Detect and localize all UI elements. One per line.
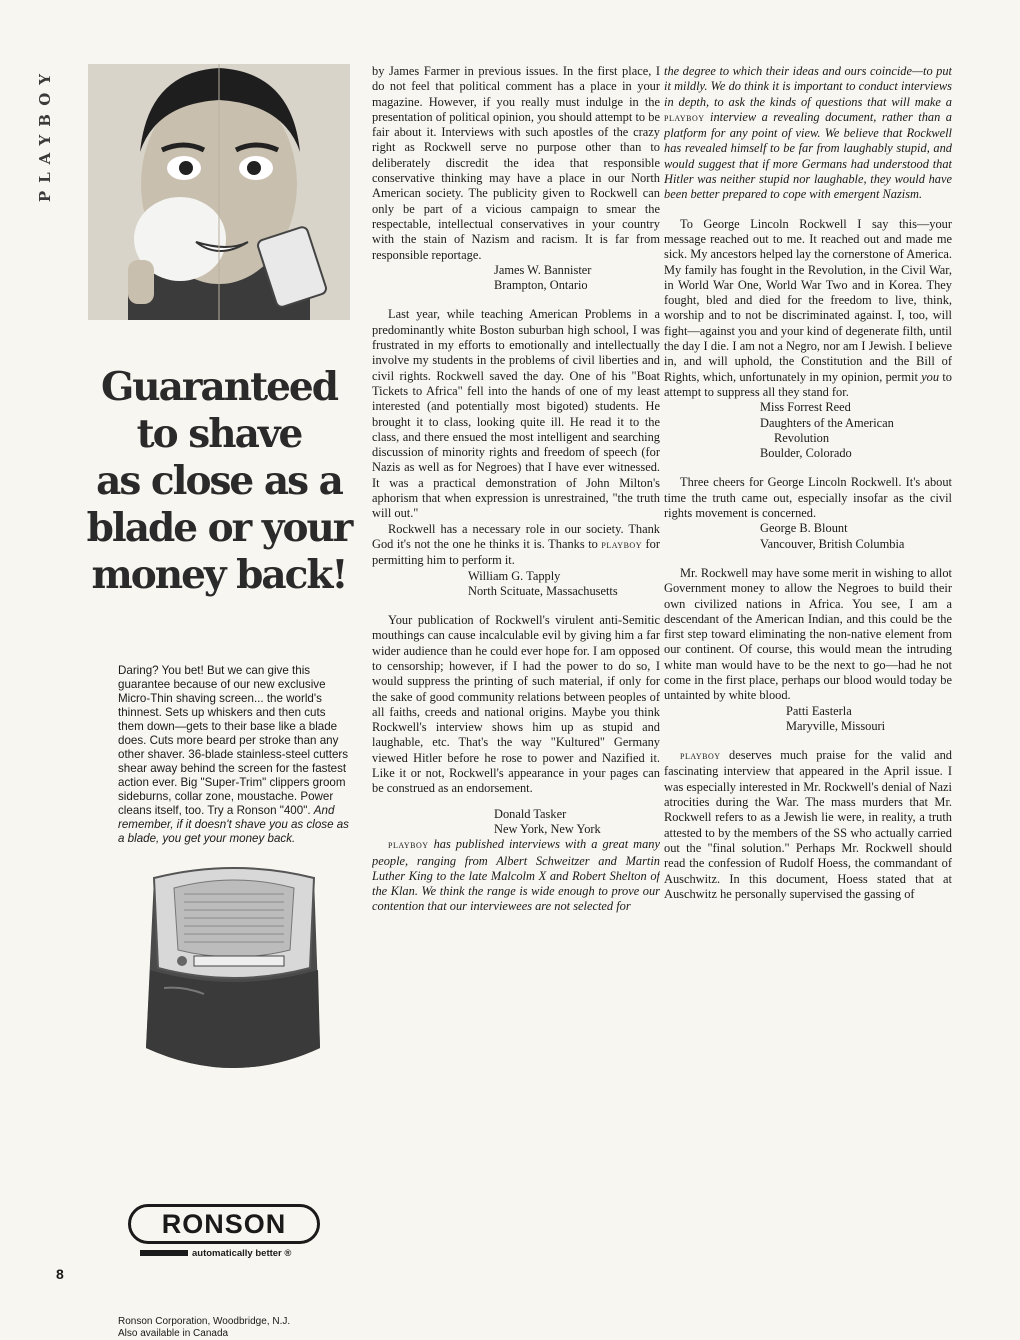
ad-headline xyxy=(84,364,354,599)
letter-signature-place: Brampton, Ontario xyxy=(494,278,588,293)
headline-line: as close as a xyxy=(96,458,342,504)
letter-paragraph: Mr. Rockwell may have some merit in wishing to allot Government money to allow the Negroes to build their own civilized nations in Africa. You see, I am a descendant of the American Indian, and this could be the first step toward eliminating the non-native element from our continent. Of course, this would mean the intruding white man would have to be the next to go—had he not come in the first place, perhaps our blood would today be untainted by white blood. xyxy=(664,565,952,703)
emphasis-text: you xyxy=(921,369,940,384)
letter-signature-name: William G. Tapply xyxy=(468,568,561,583)
magazine-name: playboy xyxy=(388,839,429,852)
letter-paragraph: Three cheers for George Lincoln Rockwell. It's about time the truth came out, especially insofar as the civil rights movement is concerned. xyxy=(664,475,952,521)
letter-signature-place: New York, New York xyxy=(494,821,601,836)
letter-signature-place: Boulder, Colorado xyxy=(760,446,852,461)
letter-signature-name: Donald Tasker xyxy=(494,806,567,821)
man-shaving-photo xyxy=(88,64,350,320)
headline-line: blade or your xyxy=(86,505,352,551)
letter-signature-place: Maryville, Missouri xyxy=(786,718,886,733)
editor-response xyxy=(372,837,660,914)
letter-text: Rockwell has a necessary role in our society. Thank God it's not the one he thinks it is. Thanks to xyxy=(372,521,660,551)
ad-body-text: Daring? You bet! But we can give this guarantee because of our new exclusive Micro-Thin shaving screen... the world's thinnest. Sets up whiskers and then cuts them down—gets to their base like a blade does. Cuts more beard per stroke than any other shaver. 36-blade stainless-steel cutters shear away behind the screen for the fastest action ever. Big "Super-Trim" clippers groom sideburns, collar zone, moustache. Power cleans itself, too. Try a Ronson "400". xyxy=(118,664,349,817)
letter-text: deserves much praise for the valid and fascinating interview that appeared in the April issue. I was especially interested in Mr. Rockwell's denial of Nazi atrocities during the War. The mass murders that Mr. Rockwell refers to as a Jewish lie were, in reality, a truth attested to by the members of the SS who actually carried out the "final solution." Perhaps Mr. Rockwell should read the confession of Rudolf Hoess, the commandant of Auschwitz. In this document, Hoess stated that at Auschwitz he personally supervised the gassing of xyxy=(664,748,952,901)
editor-text: the degree to which their ideas and ours coincide—to put it mildly. We do think it is important to conduct interviews in depth, to ask the kinds of questions that will make a xyxy=(664,64,952,109)
letter-signature-place: Vancouver, British Columbia xyxy=(760,536,905,551)
corp-line: Ronson Corporation, Woodbridge, N.J. xyxy=(118,1316,291,1327)
letter-text: To George Lincoln Rockwell I say this—your message reached out to me. It reached out and made me sick. My ancestors helped lay the cornerstone of America. My family has fought in the Revolution, in the Civil War, in World War One, World War Two and in Korea. They fought, bled and died for the freedom to live, think, worship and to not be discriminated against. I, too, will fight—against you and your kind of degenerate filth, until the day I die. I am not a Negro, nor am I Jewish. I believe in, and will uphold, the Constitution and the Bill of Rights, which, unfortunately in my opinion, permit xyxy=(664,216,952,384)
magazine-name: playboy xyxy=(680,750,721,763)
letter-paragraph xyxy=(664,217,952,401)
magazine-name: playboy xyxy=(601,538,642,551)
letter-signature-org: Daughters of the American xyxy=(760,415,894,430)
letter-signature-name: Patti Easterla xyxy=(786,703,852,718)
letter-paragraph: Your publication of Rockwell's virulent anti-Semitic mouthings can cause incalculable evil by giving him a far wider audience than he could ever hope for. I am opposed to censorship; however, if I had the power to do so, I would suppress the printing of such material, if only for the sake of good community relations between peoples of all faiths, creeds and national origins. Maybe you think Rockwell's interview shows him up as stupid and laughable, etc. That's the way "Kultured" Germany viewed Hitler before he rose to power and Nazified it. Like it or not, Rockwell's appearance in your pages can be construed as an endorsement. xyxy=(372,613,660,796)
editor-text: interview a revealing document, rather than a platform for any point of view. We believe that Rockwell has revealed himself to be far from laughably stupid, and would suggest that if more Germans had understood that Hitler was neither stupid nor laughable, they would have been better prepared to cope with emergent Nazism. xyxy=(664,109,952,202)
magazine-masthead: PLAYBOY xyxy=(36,66,54,203)
ad-body-italic: And remember, if it doesn't shave you as close as a blade, you get your money back. xyxy=(118,804,349,845)
letter-paragraph: by James Farmer in previous issues. In the first place, I do not feel that political comment has a place in your magazine. However, if you really must indulge in the presentation of political opinion, you should attempt to be fair about it. Interviews with such apostles of the crazy right as Rockwell serve no purpose other than to deliberately discredit the idea that responsible conservative thinking may have a place in our North American society. The publicity given to Rockwell can only be part of a vicious campaign to smear the respectable, intellectual conservatives in your country with the stain of Nazism and racism. It is far from responsible reportage. xyxy=(372,64,660,262)
brand-tagline xyxy=(194,1248,291,1259)
letter-paragraph: Last year, while teaching American Problems in a predominantly white Boston suburban high school, I was frustrated in my efforts to emotionally and intellectually involve my students in the problems of civil liberties and civil rights. Rockwell saved the day. One of his "Boat Tickets to Africa" fell into the hands of one of my least interested (and potentially most bigoted) students. He brought it to class, looking quite ill. He read it to the class, and there ensued the most intelligent and searching discussion of minority rights and freedom of speech (for Nazis as well as for Negroes) that I have ever witnessed. It was a practical demonstration of John Milton's aphorism that when expression is unrestrained, "the truth will out." xyxy=(372,307,660,521)
headline-line: Guaranteed xyxy=(100,364,337,410)
editor-text: has published interviews with a great many people, ranging from Albert Schweitzer and Martin Luther King to the late Malcolm X and Robert Shelton of the Klan. We think the range is wide enough to prove our contention that our interviewees are not selected for xyxy=(372,837,660,914)
brand-wordmark: RONSON xyxy=(128,1204,320,1244)
letter-text: for permitting him to perform it. xyxy=(372,536,660,568)
headline-line: to shave xyxy=(136,411,302,457)
letters-column-2 xyxy=(664,64,952,1300)
letter-text: to attempt to suppress all they stand for. xyxy=(664,369,952,399)
letter-paragraph xyxy=(372,522,660,569)
ronson-logo xyxy=(128,1198,338,1308)
ad-body-copy xyxy=(118,664,350,846)
editor-response xyxy=(664,64,952,203)
letter-signature-org: Revolution xyxy=(774,430,830,445)
registered-mark-icon: ® xyxy=(284,1248,292,1259)
headline-line: money back! xyxy=(91,552,347,598)
tagline-text: automatically better xyxy=(192,1248,282,1259)
magazine-name: playboy xyxy=(664,111,705,124)
letters-column-1 xyxy=(372,64,660,1300)
corp-line: Also available in Canada xyxy=(118,1328,229,1339)
ronson-advertisement xyxy=(84,58,354,1339)
letter-signature-place: North Scituate, Massachusetts xyxy=(468,583,618,598)
letter-signature-name: Miss Forrest Reed xyxy=(760,400,851,415)
letter-signature-name: George B. Blount xyxy=(760,521,848,536)
shaver-product-image xyxy=(124,838,344,1088)
page-number: 8 xyxy=(56,1266,64,1282)
letter-paragraph xyxy=(664,748,952,902)
letter-signature-name: James W. Bannister xyxy=(494,262,592,277)
